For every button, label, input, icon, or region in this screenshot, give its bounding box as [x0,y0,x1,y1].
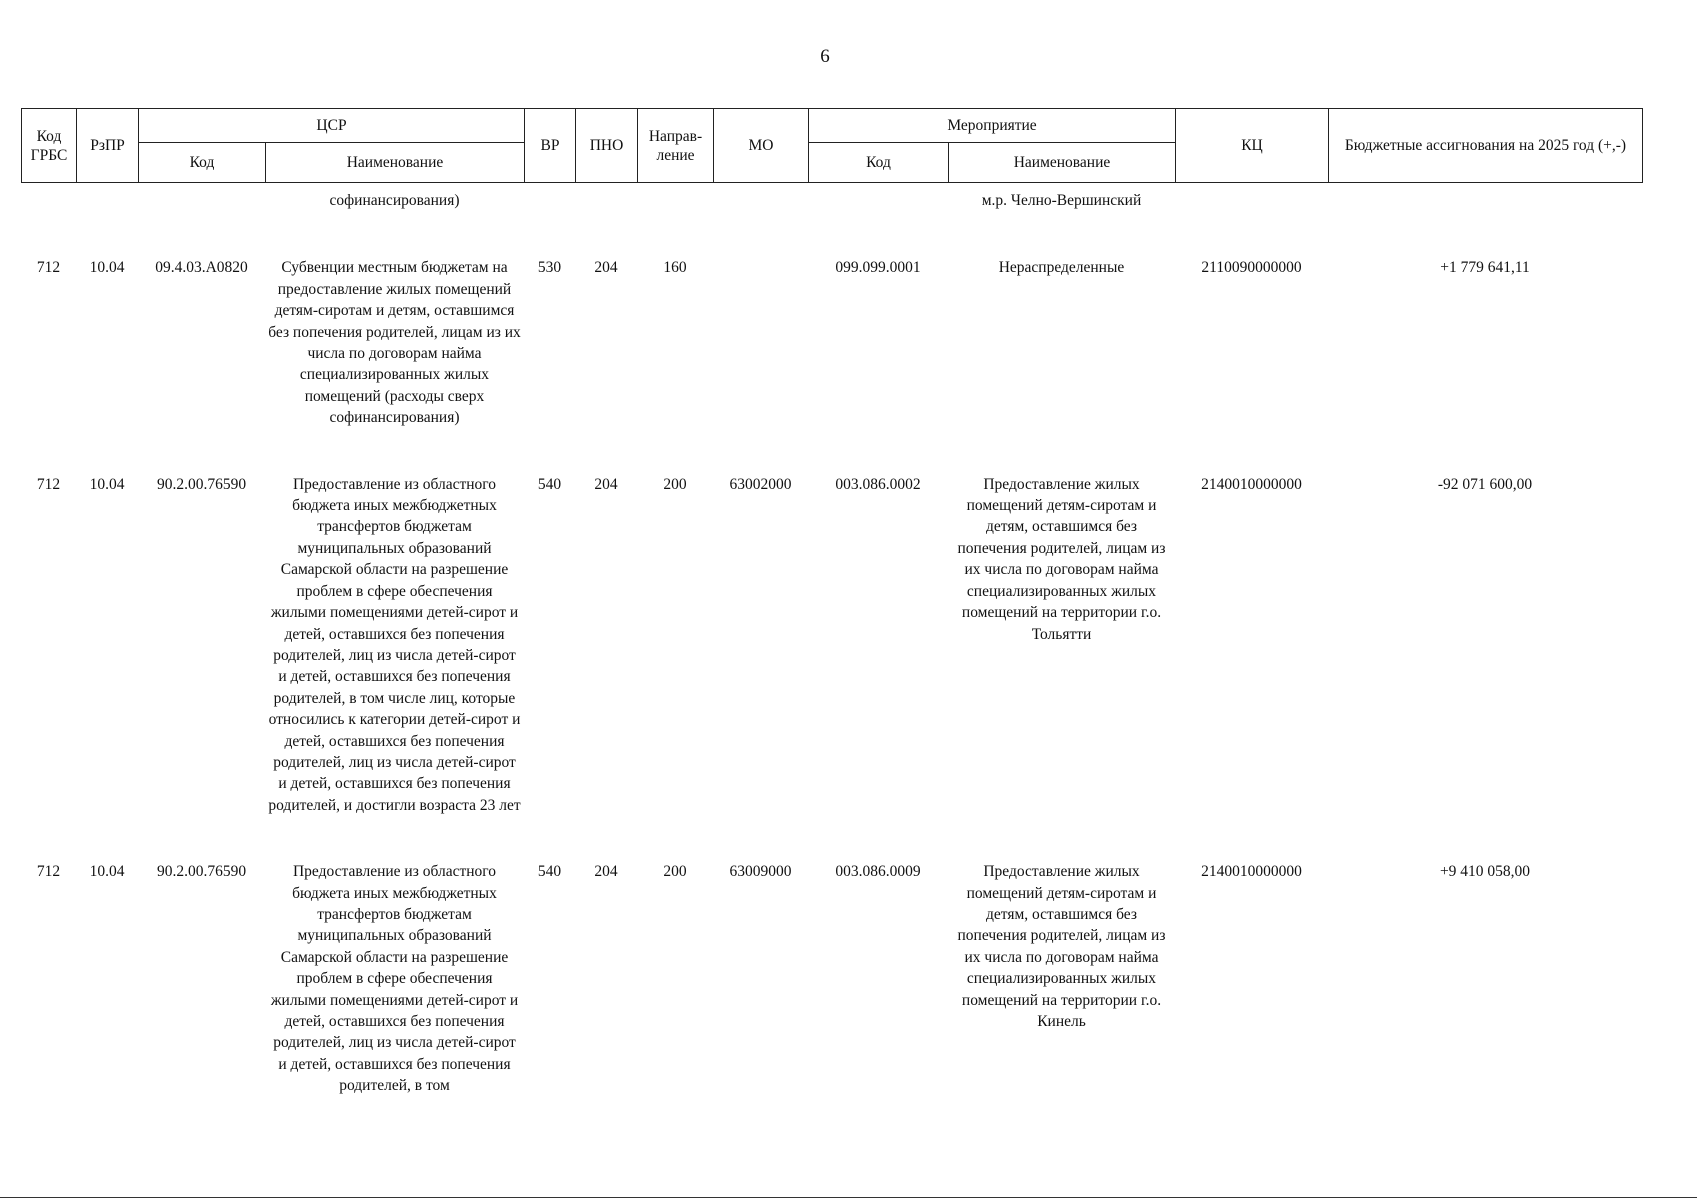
header-rzpr: РзПР [77,109,139,183]
cell-pno: 204 [594,475,618,493]
header-mo: МО [714,109,809,183]
continuation-event-name: м.р. Челно-Вершинский [981,192,1142,209]
cell-direction: 200 [663,863,687,881]
cell-rzpr: 10.04 [89,259,125,277]
table-row [21,816,1642,1096]
cell-mo [713,211,808,428]
cell-direction: 160 [663,259,687,277]
cell-direction: 200 [663,475,687,493]
cell-event-code: 099.099.0001 [835,259,921,277]
cell-csr-name: Предоставление из областного бюджета иных межбюджетных трансфертов бюджетам муниципальных образований Самарской области на разрешение проблем в сфере обеспечения жилыми помещениями детей-сирот и детей, оставшихся без попечения родителей, лиц из числа детей-сирот и детей, оставшихся без попечения родителей, в том числе лиц, которые относились к категории детей-сирот и детей, оставшихся без попечения родителей, лиц из числа детей-сирот и детей, оставшихся без попечения родителей, и достигли возраста 23 лет [268,475,521,814]
cell-event-name: Предоставление жилых помещений детям-сиротам и детям, оставшимся без попечения родителей, лицам из их числа по договорам найма специализированных жилых помещений на территории г.о. Тольятти [957,475,1166,643]
table-row [21,429,1642,817]
header-csr: ЦСР [139,109,525,143]
cell-grbs: 712 [36,259,61,277]
cell-grbs: 712 [36,475,61,493]
cell-pno: 204 [594,259,618,277]
page-number: 6 [820,46,830,67]
cell-vr: 530 [537,259,562,277]
cell-pno: 204 [594,863,618,881]
cell-csr-code: 90.2.00.76590 [156,475,247,493]
header-pno: ПНО [576,109,638,183]
header-event: Мероприятие [809,109,1176,143]
cell-mo: 63009000 [729,863,792,881]
cell-event-name: Нераспределенные [998,259,1125,277]
cell-csr-name: Субвенции местным бюджетам на предоставление жилых помещений детям-сиротам и детям, оставшимся без попечения родителей, лицам из их числа по договорам найма специализированных жилых помещений (расходы сверх софинансирования) [268,259,521,427]
cell-mo: 63002000 [729,475,792,493]
header-event-name: Наименование [949,143,1176,183]
cell-event-name: Предоставление жилых помещений детям-сиротам и детям, оставшимся без попечения родителей, лицам из их числа по договорам найма специализированных жилых помещений на территории г.о. Кинель [957,863,1166,1030]
cell-rzpr: 10.04 [89,863,125,881]
cell-rzpr: 10.04 [89,475,125,493]
header-direction: Направ-ление [638,109,714,183]
cell-event-code: 003.086.0009 [835,863,921,881]
header-grbs: Код ГРБС [22,109,77,183]
table-body [21,190,1642,1097]
header-csr-name: Наименование [266,143,525,183]
page-bottom-rule [0,1197,1697,1198]
cell-grbs: 712 [36,863,61,881]
header-budget: Бюджетные ассигнования на 2025 год (+,-) [1329,109,1643,183]
table-header [21,108,1643,183]
cell-amount: +1 779 641,11 [1440,259,1530,277]
cell-csr-code: 90.2.00.76590 [156,863,247,881]
cell-amount: -92 071 600,00 [1437,475,1533,493]
cell-kc: 2140010000000 [1201,475,1302,493]
continuation-row [21,190,1642,211]
cell-csr-name: Предоставление из областного бюджета иных межбюджетных трансфертов бюджетам муниципальных образований Самарской области на разрешение проблем в сфере обеспечения жилыми помещениями детей-сирот и детей, оставшихся без попечения родителей, лиц из числа детей-сирот и детей, оставшихся без попечения родителей, в том [270,863,519,1095]
header-event-code: Код [809,143,949,183]
continuation-csr-name: софинансирования) [329,192,460,209]
header-vr: ВР [525,109,576,183]
cell-amount: +9 410 058,00 [1439,863,1531,881]
cell-vr: 540 [537,475,562,493]
cell-kc: 2140010000000 [1201,863,1302,881]
header-kc: КЦ [1176,109,1329,183]
table-row [21,211,1642,428]
header-csr-code: Код [139,143,266,183]
cell-event-code: 003.086.0002 [835,475,921,493]
cell-kc: 2110090000000 [1201,259,1302,277]
cell-csr-code: 09.4.03.А0820 [155,259,248,277]
cell-vr: 540 [537,863,562,881]
